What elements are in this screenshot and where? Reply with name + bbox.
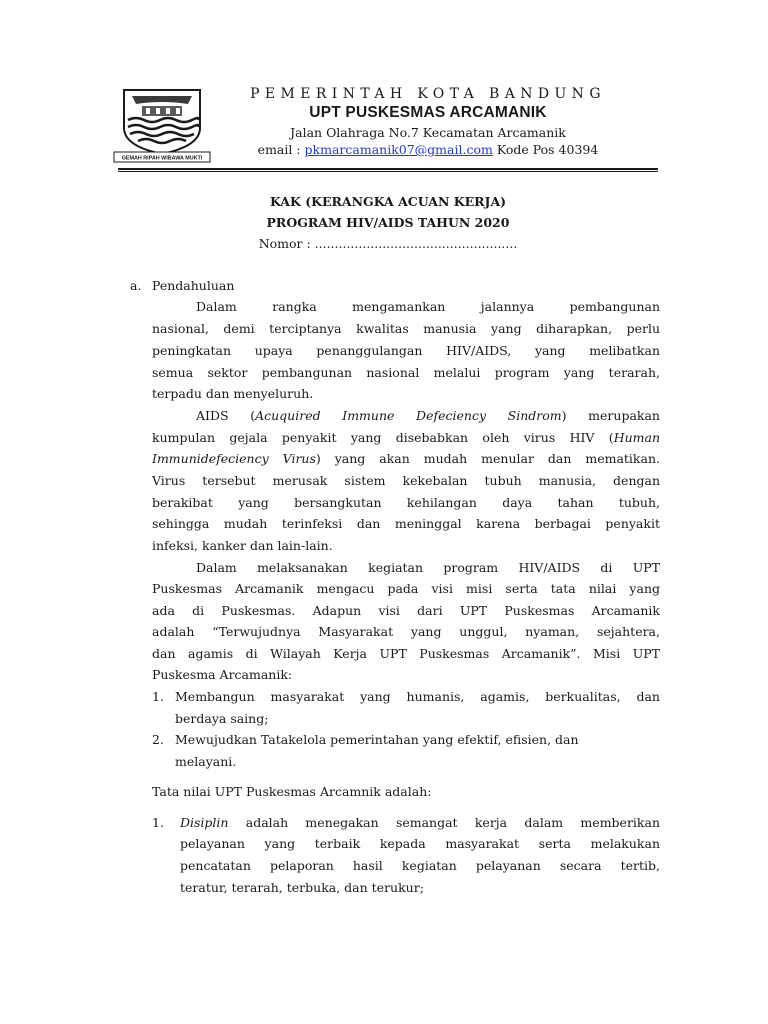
- text-run-italic: Acuquired Immune Defeciency Sindrom: [255, 408, 562, 423]
- list-item: berdaya saing;: [175, 711, 269, 726]
- paragraph-line: Puskesma Arcamanik:: [152, 667, 293, 682]
- section-marker: a.: [130, 278, 142, 293]
- letterhead-address: Jalan Olahraga No.7 Kecamatan Arcamanik: [290, 125, 566, 140]
- list-item: pelayanan yang terbaik kepada masyarakat serta melakukan: [180, 836, 660, 851]
- text-run: ) merupakan: [561, 408, 660, 423]
- paragraph-line: semua sektor pembangunan nasional melalui program yang terarah,: [152, 365, 660, 380]
- email-label: email :: [257, 142, 305, 157]
- list-item: Membangun masyarakat yang humanis, agamis, berkualitas, dan: [175, 689, 660, 704]
- paragraph-line: [196, 408, 660, 425]
- text-run: adalah menegakan semangat kerja dalam memberikan: [228, 815, 660, 830]
- paragraph-line: [152, 451, 660, 468]
- paragraph-line: berakibat yang bersangkutan kehilangan daya tahan tubuh,: [152, 495, 660, 510]
- document-title: KAK (KERANGKA ACUAN KERJA): [269, 194, 507, 209]
- city-emblem-icon: [112, 84, 212, 164]
- header-divider-thin: [118, 171, 658, 172]
- paragraph-line: sehingga mudah terinfeksi dan meninggal karena berbagai penyakit: [152, 516, 660, 531]
- paragraph-line: peningkatan upaya penanggulangan HIV/AIDS, yang melibatkan: [152, 343, 660, 358]
- list-item: teratur, terarah, terbuka, dan terukur;: [180, 880, 424, 895]
- document-number: Nomor : ...................................................: [258, 236, 518, 251]
- paragraph-line: Dalam rangka mengamankan jalannya pembangunan: [196, 299, 660, 314]
- paragraph-line: Dalam melaksanakan kegiatan program HIV/AIDS di UPT: [196, 560, 660, 575]
- section-heading: Pendahuluan: [152, 278, 235, 293]
- paragraph-line: Puskesmas Arcamanik mengacu pada visi misi serta tata nilai yang: [152, 581, 660, 596]
- letterhead-contact: [218, 142, 638, 157]
- list-item: [180, 815, 660, 832]
- list-item: pencatatan pelaporan hasil kegiatan pelayanan secara tertib,: [180, 858, 660, 873]
- paragraph-line: terpadu dan menyeluruh.: [152, 386, 314, 401]
- text-run-italic: Disiplin: [180, 815, 229, 830]
- list-item: melayani.: [175, 754, 237, 769]
- letterhead-institution: UPT PUSKESMAS ARCAMANIK: [309, 104, 547, 121]
- text-run: kumpulan gejala penyakit yang disebabkan oleh virus HIV (: [152, 430, 614, 445]
- email-link[interactable]: pkmarcamanik07@gmail.com: [304, 142, 493, 157]
- logo-motto: GEMAH RIPAH WIBAWA MUKTI: [121, 155, 203, 162]
- postal-code: Kode Pos 40394: [492, 142, 599, 157]
- paragraph-line: ada di Puskesmas. Adapun visi dari UPT Puskesmas Arcamanik: [152, 603, 660, 618]
- list-number: 1.: [152, 815, 164, 830]
- text-run-italic: Human: [613, 430, 660, 445]
- paragraph-line: infeksi, kanker dan lain-lain.: [152, 538, 333, 553]
- letterhead-government: PEMERINTAH KOTA BANDUNG: [250, 86, 606, 102]
- paragraph-line: [152, 430, 660, 447]
- paragraph-line: adalah “Terwujudnya Masyarakat yang unggul, nyaman, sejahtera,: [152, 624, 660, 639]
- paragraph-line: nasional, demi terciptanya kwalitas manusia yang diharapkan, perlu: [152, 321, 660, 336]
- paragraph-line: Tata nilai UPT Puskesmas Arcamnik adalah:: [152, 784, 432, 799]
- list-number: 2.: [152, 732, 164, 747]
- list-number: 1.: [152, 689, 164, 704]
- paragraph-line: dan agamis di Wilayah Kerja UPT Puskesmas Arcamanik”. Misi UPT: [152, 646, 660, 661]
- text-run: AIDS (: [196, 408, 256, 423]
- header-divider: [118, 168, 658, 170]
- text-run-italic: Immunidefeciency Virus: [152, 451, 316, 466]
- document-subtitle: PROGRAM HIV/AIDS TAHUN 2020: [266, 215, 510, 230]
- list-item: Mewujudkan Tatakelola pemerintahan yang efektif, efisien, dan: [175, 732, 579, 747]
- paragraph-line: Virus tersebut merusak sistem kekebalan tubuh manusia, dengan: [152, 473, 660, 488]
- text-run: ) yang akan mudah menular dan mematikan.: [315, 451, 660, 466]
